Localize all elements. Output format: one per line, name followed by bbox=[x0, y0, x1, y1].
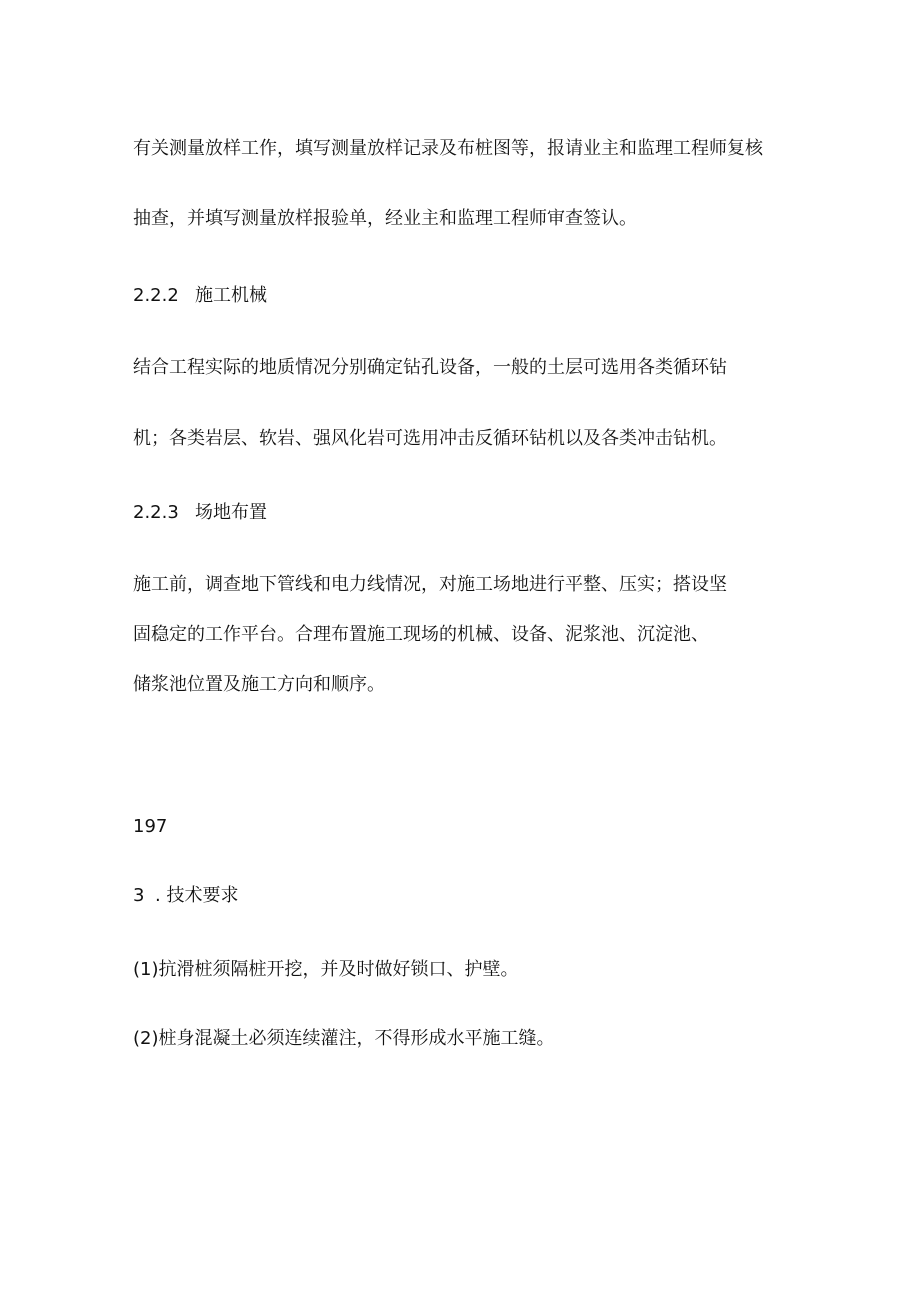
paragraph-line: 抽查，并填写测量放样报验单，经业主和监理工程师审查签认。 bbox=[133, 208, 637, 229]
section-title: 场地布置 bbox=[195, 502, 267, 523]
section-title: 施工机械 bbox=[195, 285, 267, 306]
section-number: 3 bbox=[133, 885, 145, 906]
list-item: (2)桩身混凝土必须连续灌注，不得形成水平施工缝。 bbox=[133, 1028, 555, 1049]
section-heading-2-2-3 bbox=[133, 501, 267, 525]
section-number: 2.2.3 bbox=[133, 502, 179, 523]
section-heading-2-2-2 bbox=[133, 284, 267, 308]
paragraph-line: 结合工程实际的地质情况分别确定钻孔设备，一般的土层可选用各类循环钻 bbox=[133, 357, 727, 378]
list-item: (1)抗滑桩须隔桩开挖，并及时做好锁口、护壁。 bbox=[133, 959, 519, 980]
page-number: 197 bbox=[133, 816, 168, 837]
section-heading-3 bbox=[133, 884, 238, 908]
section-number: 2.2.2 bbox=[133, 285, 179, 306]
paragraph-line: 机；各类岩层、软岩、强风化岩可选用冲击反循环钻机以及各类冲击钻机。 bbox=[133, 428, 727, 449]
paragraph-line: 有关测量放样工作，填写测量放样记录及布桩图等，报请业主和监理工程师复核 bbox=[133, 138, 763, 159]
paragraph-line: 施工前，调查地下管线和电力线情况，对施工场地进行平整、压实；搭设坚 bbox=[133, 574, 727, 595]
paragraph-line: 储浆池位置及施工方向和顺序。 bbox=[133, 674, 385, 695]
paragraph-line: 固稳定的工作平台。合理布置施工现场的机械、设备、泥浆池、沉淀池、 bbox=[133, 624, 709, 645]
section-title: . 技术要求 bbox=[155, 885, 239, 906]
